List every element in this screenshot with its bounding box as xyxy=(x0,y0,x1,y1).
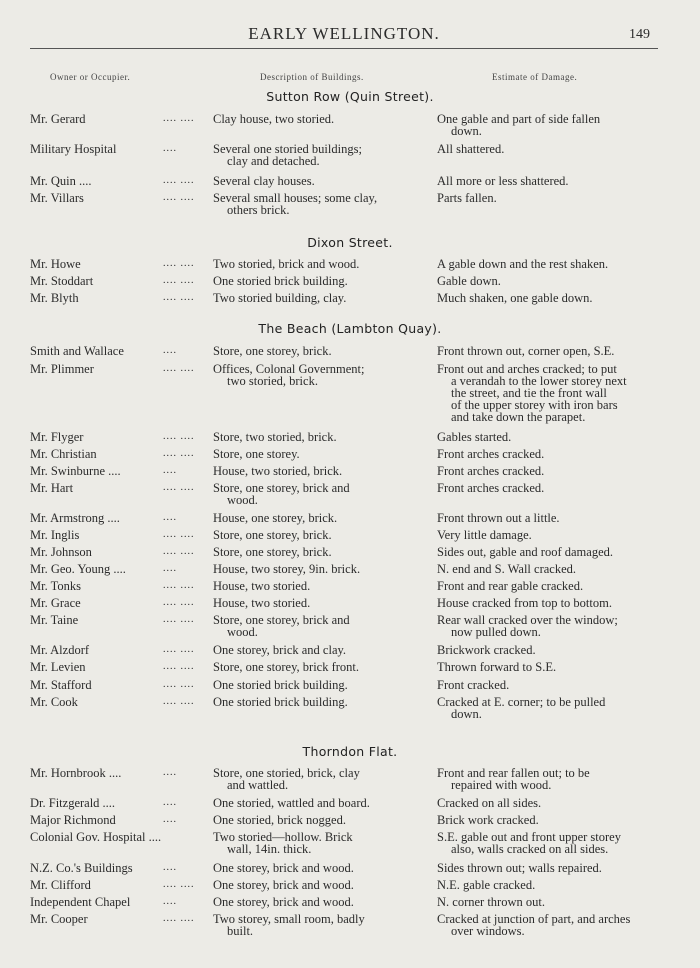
estimate-cell-line: Front thrown out a little. xyxy=(437,511,560,525)
description-cell-line: wall, 14in. thick. xyxy=(227,842,312,856)
running-head xyxy=(30,24,658,49)
description-cell-line: Two storied—hollow. Brick xyxy=(213,830,353,844)
description-cell xyxy=(213,175,423,187)
description-cell-line: Offices, Colonal Government; xyxy=(213,362,365,376)
estimate-cell-line: N. corner thrown out. xyxy=(437,895,545,909)
description-cell-line: Store, one storied, brick, clay xyxy=(213,766,360,780)
owner-cell: Dr. Fitzgerald .... xyxy=(30,796,116,810)
owner-cell: Mr. Taine xyxy=(30,613,79,627)
description-cell xyxy=(213,814,423,826)
description-cell xyxy=(213,292,423,304)
owner-cell: Mr. Blyth xyxy=(30,291,79,305)
description-cell-line: Store, one storey, brick and xyxy=(213,613,350,627)
estimate-cell-line: Parts fallen. xyxy=(437,191,497,205)
leader-dots: .... xyxy=(163,465,177,476)
description-cell xyxy=(213,113,423,125)
estimate-cell-line: One gable and part of side fallen xyxy=(437,112,601,126)
estimate-cell xyxy=(437,862,667,874)
estimate-cell-line: Front out and arches cracked; to put xyxy=(437,362,617,376)
column-header-owner: Owner or Occupier. xyxy=(50,72,131,82)
estimate-cell xyxy=(437,482,667,494)
description-cell xyxy=(213,767,423,791)
section-heading: Sutton Row (Quin Street). xyxy=(266,89,434,104)
page-number: 149 xyxy=(629,27,650,42)
estimate-cell xyxy=(437,275,667,287)
description-cell xyxy=(213,896,423,908)
leader-dots: .... xyxy=(163,896,177,907)
description-cell xyxy=(213,512,423,524)
owner-cell: Mr. Cooper xyxy=(30,912,88,926)
description-cell xyxy=(213,529,423,541)
leader-dots: .... .... xyxy=(163,614,195,625)
owner-cell: Mr. Geo. Young .... xyxy=(30,562,126,576)
leader-dots: .... xyxy=(163,563,177,574)
description-cell xyxy=(213,696,423,708)
owner-cell: Colonial Gov. Hospital .... xyxy=(30,830,162,844)
description-cell-line: Store, one storey, brick and xyxy=(213,481,350,495)
estimate-cell xyxy=(437,614,667,638)
owner-cell: Mr. Levien xyxy=(30,660,86,674)
owner-cell: N.Z. Co.'s Buildings xyxy=(30,861,133,875)
estimate-cell xyxy=(437,258,667,270)
description-cell-line: House, one storey, brick. xyxy=(213,511,338,525)
owner-cell: Mr. Johnson xyxy=(30,545,92,559)
description-cell-line: One storey, brick and wood. xyxy=(213,878,354,892)
estimate-cell-line: a verandah to the lower storey next xyxy=(451,374,627,388)
description-cell-line: Store, one storey. xyxy=(213,447,300,461)
estimate-cell xyxy=(437,113,667,137)
estimate-cell xyxy=(437,661,667,673)
description-cell-line: Store, one storey, brick front. xyxy=(213,660,360,674)
leader-dots: .... .... xyxy=(163,913,195,924)
estimate-cell-line: House cracked from top to bottom. xyxy=(437,596,612,610)
estimate-cell xyxy=(437,879,667,891)
owner-cell: Mr. Villars xyxy=(30,191,84,205)
column-header-estimate: Estimate of Damage. xyxy=(492,72,578,82)
estimate-cell xyxy=(437,913,667,937)
description-cell-line: two storied, brick. xyxy=(227,374,318,388)
leader-dots: .... .... xyxy=(163,679,195,690)
estimate-cell-line: also, walls cracked on all sides. xyxy=(451,842,609,856)
description-cell-line: Store, one storey, brick. xyxy=(213,528,332,542)
owner-cell: Major Richmond xyxy=(30,813,116,827)
description-cell xyxy=(213,913,423,937)
estimate-cell-line: Brickwork cracked. xyxy=(437,643,536,657)
owner-cell: Mr. Flyger xyxy=(30,430,84,444)
description-cell xyxy=(213,679,423,691)
leader-dots: .... .... xyxy=(163,580,195,591)
description-cell xyxy=(213,661,423,673)
estimate-cell-line: N. end and S. Wall cracked. xyxy=(437,562,576,576)
column-header-description: Description of Buildings. xyxy=(260,72,364,82)
estimate-cell-line: of the upper storey with iron bars xyxy=(451,398,618,412)
estimate-cell-line: N.E. gable cracked. xyxy=(437,878,536,892)
description-cell xyxy=(213,879,423,891)
estimate-cell-line: Front arches cracked. xyxy=(437,447,545,461)
estimate-cell-line: Thrown forward to S.E. xyxy=(437,660,557,674)
column-headers xyxy=(30,72,670,86)
owner-cell: Mr. Grace xyxy=(30,596,81,610)
description-cell-line: House, two storied, brick. xyxy=(213,464,343,478)
leader-dots: .... xyxy=(163,345,177,356)
description-cell-line: Two storied, brick and wood. xyxy=(213,257,360,271)
estimate-cell-line: down. xyxy=(451,124,482,138)
estimate-cell-line: Rear wall cracked over the window; xyxy=(437,613,618,627)
estimate-cell-line: Front and rear fallen out; to be xyxy=(437,766,590,780)
estimate-cell-line: Front arches cracked. xyxy=(437,464,545,478)
owner-cell: Mr. Gerard xyxy=(30,112,86,126)
owner-cell: Mr. Howe xyxy=(30,257,81,271)
leader-dots: .... .... xyxy=(163,448,195,459)
description-cell-line: One storey, brick and wood. xyxy=(213,861,354,875)
description-cell-line: Two storied building, clay. xyxy=(213,291,347,305)
estimate-cell xyxy=(437,814,667,826)
estimate-cell-line: Cracked at E. corner; to be pulled xyxy=(437,695,606,709)
description-cell-line: built. xyxy=(227,924,254,938)
estimate-cell-line: Much shaken, one gable down. xyxy=(437,291,593,305)
estimate-cell-line: Very little damage. xyxy=(437,528,532,542)
description-cell xyxy=(213,431,423,443)
leader-dots: .... .... xyxy=(163,482,195,493)
owner-cell: Mr. Stoddart xyxy=(30,274,94,288)
description-cell-line: House, two storey, 9in. brick. xyxy=(213,562,361,576)
leader-dots: .... .... xyxy=(163,363,195,374)
description-cell-line: Several clay houses. xyxy=(213,174,315,188)
estimate-cell xyxy=(437,644,667,656)
description-cell xyxy=(213,192,423,216)
estimate-cell xyxy=(437,580,667,592)
estimate-cell-line: Gable down. xyxy=(437,274,501,288)
estimate-cell xyxy=(437,431,667,443)
estimate-cell-line: Front and rear gable cracked. xyxy=(437,579,584,593)
estimate-cell xyxy=(437,345,667,357)
leader-dots: .... .... xyxy=(163,113,195,124)
estimate-cell-line: down. xyxy=(451,707,482,721)
estimate-cell xyxy=(437,292,667,304)
estimate-cell xyxy=(437,192,667,204)
estimate-cell-line: S.E. gable out and front upper storey xyxy=(437,830,621,844)
leader-dots: .... xyxy=(163,797,177,808)
description-cell-line: One storied, brick nogged. xyxy=(213,813,346,827)
estimate-cell xyxy=(437,696,667,720)
owner-cell: Mr. Hornbrook .... xyxy=(30,766,122,780)
description-cell xyxy=(213,614,423,638)
description-cell xyxy=(213,862,423,874)
owner-cell: Mr. Swinburne .... xyxy=(30,464,121,478)
estimate-cell-line: Front arches cracked. xyxy=(437,481,545,495)
description-cell-line: Several one storied buildings; xyxy=(213,142,362,156)
estimate-cell-line: repaired with wood. xyxy=(451,778,552,792)
leader-dots: .... .... xyxy=(163,529,195,540)
estimate-cell-line: over windows. xyxy=(451,924,525,938)
estimate-cell xyxy=(437,896,667,908)
leader-dots: .... xyxy=(163,143,177,154)
estimate-cell-line: Front cracked. xyxy=(437,678,510,692)
description-cell-line: wood. xyxy=(227,493,258,507)
estimate-cell xyxy=(437,448,667,460)
estimate-cell-line: Cracked at junction of part, and arches xyxy=(437,912,631,926)
section-heading: Dixon Street. xyxy=(307,235,393,250)
description-cell-line: wood. xyxy=(227,625,258,639)
owner-cell: Mr. Quin .... xyxy=(30,174,92,188)
leader-dots: .... .... xyxy=(163,879,195,890)
owner-cell: Mr. Hart xyxy=(30,481,74,495)
leader-dots: .... .... xyxy=(163,644,195,655)
description-cell xyxy=(213,258,423,270)
description-cell xyxy=(213,563,423,575)
description-cell xyxy=(213,482,423,506)
estimate-cell-line: Sides out, gable and roof damaged. xyxy=(437,545,613,559)
leader-dots: .... .... xyxy=(163,597,195,608)
description-cell-line: Store, two storied, brick. xyxy=(213,430,337,444)
estimate-cell-line: Sides thrown out; walls repaired. xyxy=(437,861,602,875)
estimate-cell-line: Brick work cracked. xyxy=(437,813,539,827)
estimate-cell xyxy=(437,363,667,423)
estimate-cell xyxy=(437,175,667,187)
estimate-cell-line: Cracked on all sides. xyxy=(437,796,542,810)
description-cell-line: Two storey, small room, badly xyxy=(213,912,365,926)
estimate-cell xyxy=(437,465,667,477)
estimate-cell xyxy=(437,143,667,155)
leader-dots: .... .... xyxy=(163,661,195,672)
estimate-cell-line: now pulled down. xyxy=(451,625,541,639)
description-cell xyxy=(213,345,423,357)
description-cell-line: Clay house, two storied. xyxy=(213,112,335,126)
leader-dots: .... .... xyxy=(163,275,195,286)
owner-cell: Mr. Cook xyxy=(30,695,78,709)
leader-dots: .... xyxy=(163,767,177,778)
estimate-cell xyxy=(437,512,667,524)
description-cell-line: One storied, wattled and board. xyxy=(213,796,370,810)
owner-cell: Smith and Wallace xyxy=(30,344,124,358)
owner-cell: Military Hospital xyxy=(30,142,117,156)
estimate-cell xyxy=(437,529,667,541)
description-cell-line: House, two storied. xyxy=(213,596,311,610)
owner-cell: Mr. Inglis xyxy=(30,528,80,542)
description-cell-line: One storey, brick and wood. xyxy=(213,895,354,909)
description-cell xyxy=(213,448,423,460)
description-cell-line: others brick. xyxy=(227,203,290,217)
estimate-cell-line: All shattered. xyxy=(437,142,505,156)
description-cell xyxy=(213,143,423,167)
section-heading: Thorndon Flat. xyxy=(302,744,398,759)
leader-dots: .... .... xyxy=(163,292,195,303)
leader-dots: .... xyxy=(163,862,177,873)
leader-dots: .... xyxy=(163,814,177,825)
description-cell-line: Several small houses; some clay, xyxy=(213,191,378,205)
description-cell xyxy=(213,831,423,855)
estimate-cell xyxy=(437,831,667,855)
leader-dots: .... .... xyxy=(163,192,195,203)
owner-cell: Mr. Stafford xyxy=(30,678,92,692)
description-cell-line: Store, one storey, brick. xyxy=(213,545,332,559)
owner-cell: Mr. Tonks xyxy=(30,579,81,593)
description-cell-line: One storied brick building. xyxy=(213,274,348,288)
description-cell xyxy=(213,644,423,656)
leader-dots: .... .... xyxy=(163,696,195,707)
estimate-cell xyxy=(437,563,667,575)
description-cell xyxy=(213,597,423,609)
description-cell xyxy=(213,465,423,477)
owner-cell: Mr. Armstrong .... xyxy=(30,511,120,525)
description-cell xyxy=(213,363,423,387)
estimate-cell xyxy=(437,797,667,809)
owner-cell: Mr. Plimmer xyxy=(30,362,94,376)
leader-dots: .... .... xyxy=(163,546,195,557)
description-cell xyxy=(213,580,423,592)
page-title: EARLY WELLINGTON. xyxy=(248,24,440,43)
description-cell-line: Store, one storey, brick. xyxy=(213,344,332,358)
leader-dots: .... .... xyxy=(163,431,195,442)
leader-dots: .... .... xyxy=(163,258,195,269)
description-cell xyxy=(213,275,423,287)
description-cell xyxy=(213,546,423,558)
estimate-cell xyxy=(437,679,667,691)
estimate-cell-line: Gables started. xyxy=(437,430,512,444)
owner-cell: Mr. Clifford xyxy=(30,878,91,892)
estimate-cell-line: Front thrown out, corner open, S.E. xyxy=(437,344,615,358)
description-cell-line: House, two storied. xyxy=(213,579,311,593)
estimate-cell-line: the street, and tie the front wall xyxy=(451,386,607,400)
estimate-cell xyxy=(437,597,667,609)
leader-dots: .... xyxy=(163,512,177,523)
estimate-cell-line: and take down the parapet. xyxy=(451,410,586,424)
description-cell-line: and wattled. xyxy=(227,778,289,792)
owner-cell: Mr. Alzdorf xyxy=(30,643,90,657)
description-cell-line: clay and detached. xyxy=(227,154,320,168)
estimate-cell-line: A gable down and the rest shaken. xyxy=(437,257,609,271)
section-heading: The Beach (Lambton Quay). xyxy=(258,321,442,336)
description-cell-line: One storied brick building. xyxy=(213,695,348,709)
leader-dots: .... .... xyxy=(163,175,195,186)
estimate-cell-line: All more or less shattered. xyxy=(437,174,569,188)
owner-cell: Independent Chapel xyxy=(30,895,131,909)
estimate-cell xyxy=(437,767,667,791)
description-cell-line: One storey, brick and clay. xyxy=(213,643,347,657)
description-cell xyxy=(213,797,423,809)
estimate-cell xyxy=(437,546,667,558)
description-cell-line: One storied brick building. xyxy=(213,678,348,692)
owner-cell: Mr. Christian xyxy=(30,447,97,461)
